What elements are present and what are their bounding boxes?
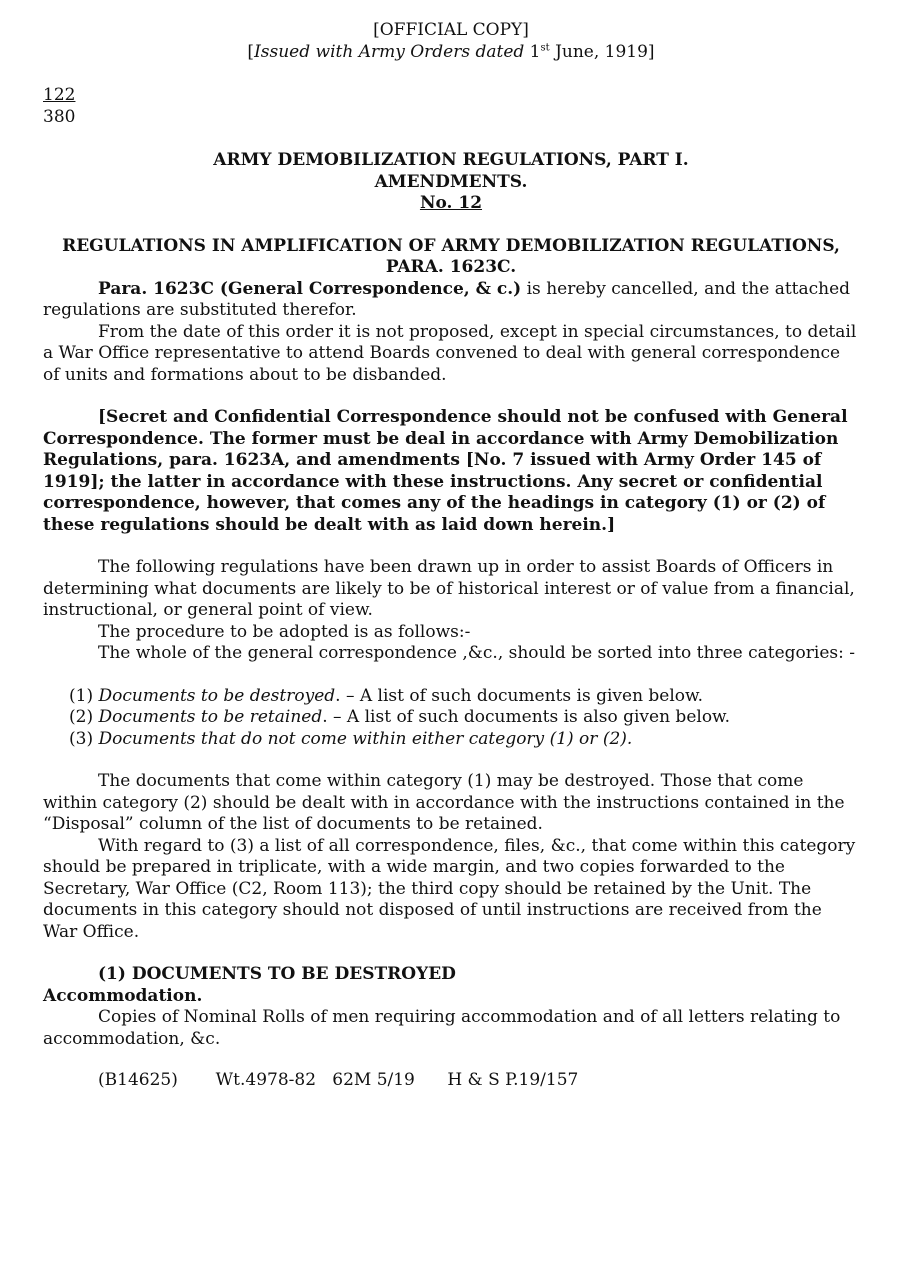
- reference-top: 122: [43, 85, 76, 105]
- footer-code-3: 62M 5/19: [332, 1070, 415, 1090]
- category-item-2: [43, 707, 859, 729]
- reference-bottom: 380: [43, 106, 76, 127]
- regulations-heading: REGULATIONS IN AMPLIFICATION OF ARMY DEMOBILIZATION REGULATIONS, PARA. 1623C.: [62, 235, 840, 277]
- footer-code-2: Wt.4978-82: [215, 1070, 317, 1090]
- category-description: . – A list of such documents is also given below.: [322, 707, 730, 727]
- issued-text: Issued with Army Orders dated: [254, 41, 525, 62]
- category-item-3: [43, 729, 859, 751]
- footer-code-4: H & S P.19/157: [447, 1070, 579, 1090]
- issued-line: [43, 42, 859, 64]
- category-number: (2): [69, 707, 99, 727]
- document-title: [43, 150, 859, 215]
- paragraph-procedure: The procedure to be adopted is as follows:-: [98, 621, 471, 642]
- category-title: Documents that do not come within either category (1) or (2): [98, 728, 627, 749]
- reference-numbers: [43, 85, 859, 128]
- category-description: . – A list of such documents is given below.: [335, 685, 703, 706]
- issued-day-suffix: st: [540, 41, 550, 53]
- subheading-accommodation: Accommodation.: [43, 985, 203, 1006]
- issued-day: 1: [524, 41, 541, 62]
- paragraph-sorting: The whole of the general correspondence ,&c., should be sorted into three categories: -: [98, 643, 855, 663]
- footer-code-1: (B14625): [98, 1070, 178, 1090]
- category-list: [43, 686, 859, 751]
- issued-open-bracket: [: [247, 41, 255, 62]
- printer-codes: [43, 1070, 859, 1092]
- paragraph-category-handling: The documents that come within category (1) may be destroyed. Those that come within category (2) should be dealt with in accordance with the instructions contained in the “Disposal” column of the list of documents to be retained.: [43, 771, 845, 834]
- document-page: [43, 20, 859, 1092]
- paragraph-category-3: With regard to (3) a list of all correspondence, files, &c., that come within this category should be prepared in triplicate, with a wide margin, and two copies forwarded to the Secretary, War Office (C2, Room 113); the third copy should be retained by the Unit. The documents in this category should not disposed of until instructions are received from the War Office.: [43, 835, 856, 942]
- paragraph-accommodation: Copies of Nominal Rolls of men requiring accommodation and of all letters relating to accommodation, &c.: [43, 1007, 841, 1049]
- category-number: (1): [69, 685, 99, 706]
- para-reference: Para. 1623C (General Correspondence, & c.): [98, 278, 522, 299]
- title-line-2: AMENDMENTS.: [374, 171, 528, 192]
- para-cancellation-text: is hereby cancelled, and the attached regulations are substituted therefor.: [43, 278, 851, 320]
- confidential-note: [Secret and Confidential Correspondence should not be confused with General Correspondence. The former must be deal in accordance with Army Demobilization Regulations, para. 1623A, and amendments [No. 7 issued with Army Order 145 of 1919]; the latter in accordance with these instructions. Any secret or confidential correspondence, however, that comes any of the headings in category (1) or (2) of these regulations should be dealt with as laid down herein.]: [43, 407, 848, 535]
- title-line-1: ARMY DEMOBILIZATION REGULATIONS, PART I.: [213, 150, 689, 170]
- category-description: .: [626, 728, 633, 749]
- category-title: Documents to be destroyed: [98, 685, 336, 706]
- section-heading: (1) DOCUMENTS TO BE DESTROYED: [98, 964, 456, 984]
- paragraph-war-office: From the date of this order it is not proposed, except in special circumstances, to detail a War Office representative to attend Boards convened to deal with general correspondence of units and formations about to be disbanded.: [43, 321, 857, 385]
- category-item-1: [43, 686, 859, 708]
- paragraph-cancellation: [43, 279, 859, 322]
- paragraph-purpose: The following regulations have been drawn up in order to assist Boards of Officers in determining what documents are likely to be of historical interest or of value from a financial, instructional, or general point of view.: [43, 557, 855, 620]
- category-title: Documents to be retained: [98, 707, 323, 727]
- category-number: (3): [69, 728, 99, 749]
- issued-date-rest: June, 1919]: [549, 41, 655, 62]
- title-line-3: No. 12: [419, 193, 483, 213]
- official-copy-label: [OFFICIAL COPY]: [373, 20, 529, 40]
